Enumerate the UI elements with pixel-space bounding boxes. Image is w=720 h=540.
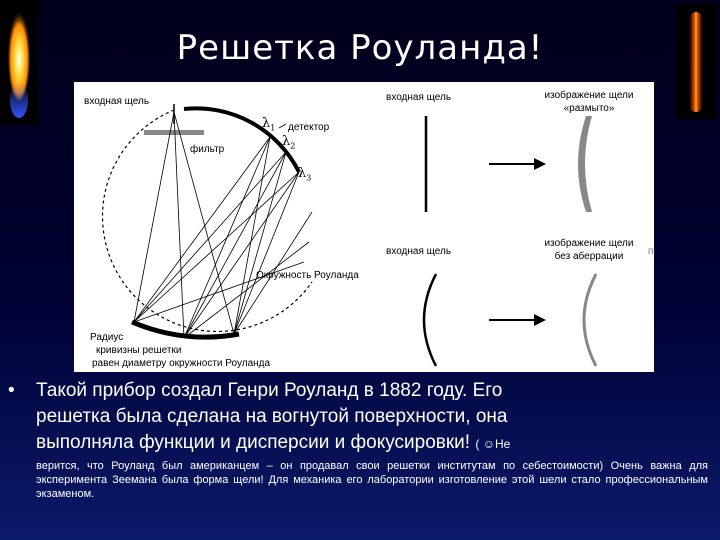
sharp-slit-image [584, 274, 596, 366]
label-lambda3: $\lambda_3$ [298, 166, 312, 183]
label-radius-2: кривизны решетки [96, 345, 182, 356]
filter-bar [144, 130, 204, 135]
label-top-image-2: «размыто» [563, 103, 615, 114]
label-bottom-entrance: входная щель [386, 246, 452, 257]
label-rowland-circle: Окружность Роуланда [256, 270, 359, 281]
label-detector: детектор [288, 122, 330, 133]
bullet-line-3: выполняла функции и дисперсии и фокусировки! ( ☺Не [36, 432, 511, 453]
label-radius-1: Радиус [90, 332, 124, 343]
bullet-line-1: Такой прибор создал Генри Роуланд в 1882 году. Его [36, 380, 503, 401]
label-edge-letter: п [648, 246, 654, 257]
label-bottom-image-2: без аберрации [554, 251, 624, 262]
blurred-slit-image [578, 116, 592, 212]
bullet-line-2: решетка была сделана на вогнутой поверхности, она [36, 406, 508, 427]
label-entrance-slit: входная щель [84, 96, 150, 107]
bottom-entrance-slit [424, 274, 436, 366]
label-lambda2: $\lambda_2$ [282, 134, 296, 151]
label-filter: фильтр [190, 144, 225, 155]
label-lambda1: $\lambda_1$ [262, 116, 276, 133]
rowland-diagram [74, 82, 654, 372]
rowland-figure [74, 82, 654, 372]
label-bottom-image-1: изображение щели [544, 238, 634, 249]
label-top-entrance: входная щель [386, 92, 452, 103]
label-radius-3: равен диаметру окружности Роуланда [92, 358, 271, 369]
bullet-paragraph [8, 378, 708, 457]
label-top-image-1: изображение щели [544, 90, 634, 101]
bullet-small-text: верится, что Роуланд был американцем – он продавал свои решетки институтам по себестоимости) Очень важна для эксперимента Зеемана была форма щели! Для механика его лаборатории изготовление этой шели стало профессиональным экзаменом. [36, 460, 708, 500]
bullet-icon: • [8, 380, 15, 401]
slide-title: Решетка Роуланда! [176, 28, 544, 68]
slide-body [8, 378, 708, 501]
bullet-aside: ( ☺Не [475, 437, 511, 451]
